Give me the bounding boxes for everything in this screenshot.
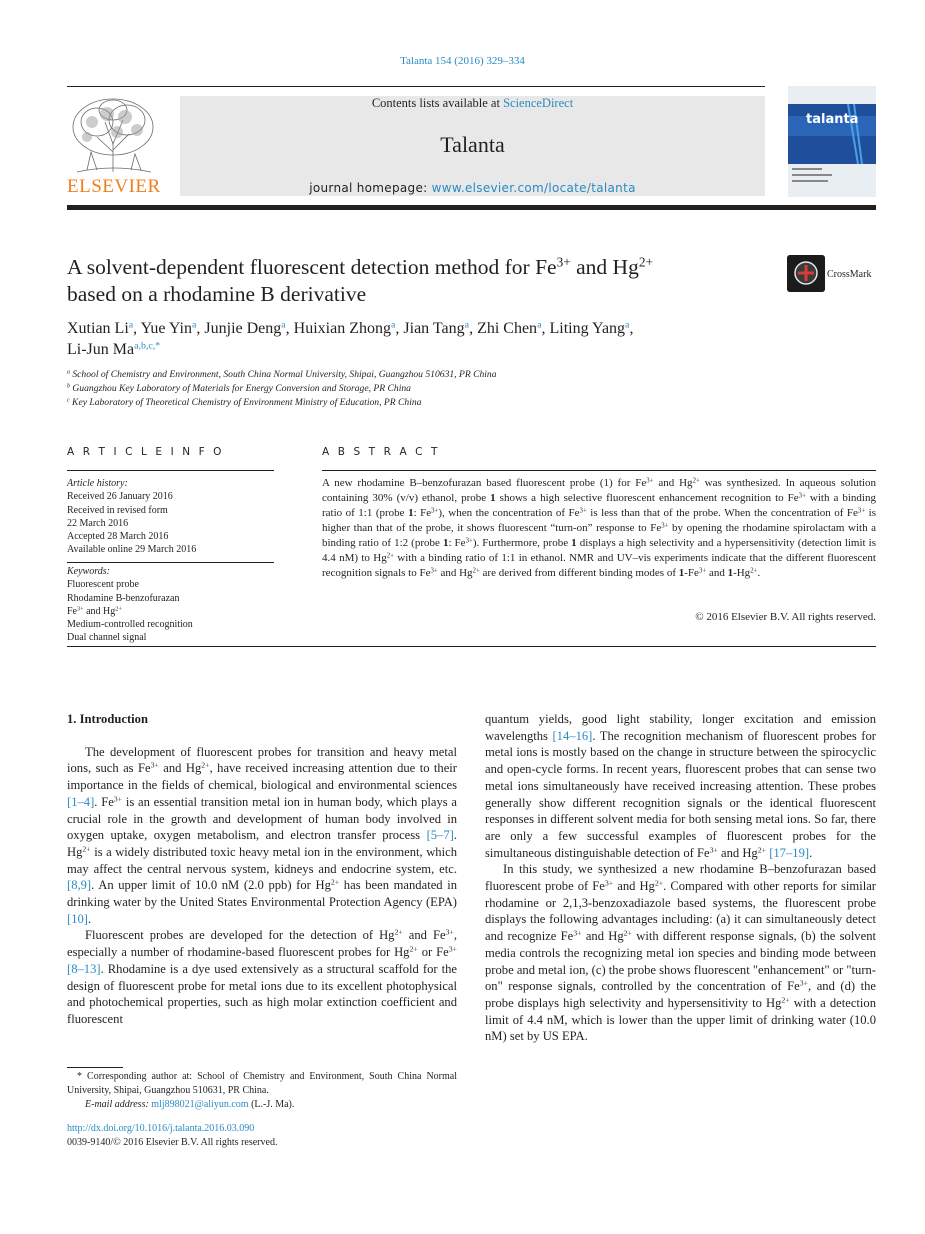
abstract-heading: A B S T R A C T — [322, 446, 441, 458]
keyword: Rhodamine B-benzofurazan — [67, 592, 180, 604]
paragraph: In this study, we synthesized a new rhodamine B–benzofurazan based fluorescent probe of $Fe^{3+}$ and $Hg^{2+}$. Compared with other reports for similar rhodamine or 2,1,3-benzoxadiazole based systems, the fluorescent probe displays the following advantages including: (a) it can simultaneously detect and recognize $Fe^{3+}$ and $Hg^{2+}$ with different response signals, (b) the solvent media controls the recognizing metal ion species and binding mode between probe and metal ion, (c) the probe shows fluorescent "enhancement" or "turn-on" response signals, controlled by the concentration of $Fe^{3+}$, and (d) the probe displays high selectivity and hypersensitivity to $Hg^{2+}$ with a detection limit of 4.4 nM, which is lower than the upper limit of drinking water (10.0 nM) set by US EPA. — [485, 862, 877, 1044]
paragraph: The development of fluorescent probes for transition and heavy metal ions, such as $Fe^{3+}$ and $Hg^{2+}$, have received increasing attention due to their importance in the fields of chemical, biological and environmental sciences [1–4]. $Fe^{3+}$ is an essential transition metal ion in human body, which plays a crucial role in the growth and development of human body involved in oxygen uptake, oxygen metabolism, and electron transfer process [5–7]. $Hg^{2+}$ is a widely distributed toxic heavy metal ion in the environment, which may affect the central nervous system, kidneys and endocrine system, etc. [8,9]. An upper limit of 10.0 nM (2.0 ppb) for $Hg^{2+}$ has been mandated in drinking water by the United States Environmental Protection Agency (EPA) [10]. — [67, 744, 458, 926]
keyword: Dual channel signal — [67, 632, 147, 644]
history-revised-date: 22 March 2016 — [67, 517, 129, 529]
journal-masthead — [180, 96, 765, 196]
author-list — [67, 318, 877, 360]
affiliation: $^c$ Key Laboratory of Theoretical Chemistry of Environment Ministry of Education, PR China — [67, 397, 422, 408]
contents-prefix: Contents lists available at — [371, 96, 504, 110]
title-part: based on a rhodamine B derivative — [67, 282, 367, 306]
journal-homepage-line — [180, 181, 765, 195]
history-online: Available online 29 March 2016 — [67, 544, 197, 556]
journal-cover-image — [788, 86, 876, 197]
title-part: A solvent-dependent fluorescent detection method for Fe — [67, 255, 557, 279]
homepage-prefix: journal homepage: — [309, 181, 432, 195]
email-link[interactable]: mlj898021@aliyun.com — [151, 1099, 249, 1110]
abstract-copyright: © 2016 Elsevier B.V. All rights reserved. — [695, 611, 876, 623]
author: Huixian Zhong$^a$, — [293, 319, 404, 337]
journal-name: Talanta — [440, 132, 505, 157]
body-column-right — [485, 711, 876, 1045]
front-matter-rule — [67, 646, 876, 647]
doi-link[interactable]: http://dx.doi.org/10.1016/j.talanta.2016.03.090 — [67, 1123, 255, 1134]
contents-available-line — [180, 96, 765, 110]
abstract-text: A new rhodamine B–benzofurazan based fluorescent probe (1) for $Fe^{3+}$ and $Hg^{2+}$ was synthesized. In aqueous solution containing 30% (v/v) ethanol, probe 1 shows a high selective fluorescent enhancement recognition to $Fe^{3+}$ with a binding ratio of 1:1 (probe 1: $Fe^{3+}$), when the concentration of $Fe^{3+}$ is less than that of the probe. When the concentration of $Fe^{3+}$ is higher than that of the probe, it shows fluorescent “turn-on” response to $Fe^{3+}$ by opening the rhodamine spirolactam with a binding ratio of 1:2 (probe 1: $Fe^{3+}$). Furthermore, probe 1 displays a high selectivity and a hypersensitivity (detection limit is 4.4 nM) to $Hg^{2+}$ with a binding ratio of 1:1 in ethanol. NMR and UV–vis experiments indicate that the different fluorescent recognition signals to $Fe^{3+}$ and $Hg^{2+}$ are derived from different binding modes of $1-Fe^{3+}$ and $1-Hg^{2+}$. — [322, 477, 877, 579]
paragraph: Fluorescent probes are developed for the detection of $Hg^{2+}$ and $Fe^{3+}$, especially a number of rhodamine-based fluorescent probes for $Hg^{2+}$ or $Fe^{3+}$ [8–13]. Rhodamine is a dye used extensively as a structural scaffold for the design of fluorescent probe for metal ions due to its excellent photophysical and photochemical properties, such as high molar extinction coefficient and fluorescent — [67, 928, 457, 1026]
abstract-rule — [322, 470, 876, 471]
header-rule — [67, 86, 765, 87]
author: Zhi Chen$^a$, — [477, 319, 550, 337]
author: Jian Tang$^a$, — [403, 319, 478, 337]
keyword: $Fe^{3+}$ and $Hg^{2+}$ — [67, 605, 122, 617]
doi-block — [67, 1122, 457, 1150]
history-revised: Received in revised form — [67, 504, 168, 516]
info-rule — [67, 470, 274, 471]
corresponding-author-footnote — [67, 1070, 457, 1112]
crossmark-icon[interactable] — [787, 255, 825, 292]
affiliation: $^b$ Guangzhou Key Laboratory of Materials for Energy Conversion and Storage, PR China — [67, 383, 411, 394]
title-superscript: 2+ — [638, 254, 654, 270]
elsevier-wordmark: ELSEVIER — [67, 176, 161, 197]
sciencedirect-link[interactable]: ScienceDirect — [503, 96, 574, 110]
introduction-heading: 1. Introduction — [67, 712, 148, 726]
journal-cover-art-icon — [788, 86, 876, 197]
footnote-rule — [67, 1067, 123, 1068]
journal-homepage-link[interactable]: www.elsevier.com/locate/talanta — [431, 181, 636, 195]
affiliation: $^a$ School of Chemistry and Environment, South China Normal University, Shipai, Guangzhou 510631, PR China — [67, 369, 497, 380]
cover-title: talanta — [806, 112, 859, 127]
affiliations — [67, 368, 877, 410]
keyword: Fluorescent probe — [67, 579, 139, 591]
article-title — [67, 254, 777, 308]
history-label: Article history: — [67, 478, 128, 489]
keyword: Medium-controlled recognition — [67, 619, 193, 631]
footnote-text: * Corresponding author at: School of Chemistry and Environment, South China Normal University, Shipai, Guangzhou 510631, PR China. — [67, 1071, 457, 1096]
author: Li-Jun $Ma^{a,b,c,*}$ — [67, 340, 161, 358]
history-accepted: Accepted 28 March 2016 — [67, 531, 169, 543]
info-rule-2 — [67, 562, 274, 563]
keywords — [67, 565, 274, 645]
body-column-left — [67, 711, 457, 1028]
paragraph: quantum yields, good light stability, longer excitation and emission wavelengths [14–16]. The recognition mechanism of fluorescent probes for metal ions is mostly based on the change in structure between the spirocyclic and open-cycle forms. In recent years, fluorescent probes that can sense two metal ions simultaneously have received increasing attention. These probes generally show different recognition signals or the identical fluorescent responses in different solvent media for both sensing metal ions. So far, there are only a few successful examples of fluorescent probes for the simultaneous distinguishable detection of $Fe^{3+}$ and $Hg^{2+}$ [17–19]. — [485, 712, 876, 860]
title-part: and Hg — [570, 255, 639, 279]
article-history — [67, 477, 274, 557]
header-thick-rule — [67, 205, 876, 210]
keywords-label: Keywords: — [67, 566, 110, 577]
email-suffix: (L.-J. Ma). — [248, 1099, 295, 1110]
history-received: Received 26 January 2016 — [67, 491, 173, 503]
author: Yue Yin$^a$, — [140, 319, 205, 337]
journal-reference[interactable]: Talanta 154 (2016) 329–334 — [400, 55, 525, 67]
email-label: E-mail address: — [85, 1099, 152, 1110]
issn-line: 0039-9140/© 2016 Elsevier B.V. All rights reserved. — [67, 1137, 278, 1148]
crossmark-label[interactable]: CrossMark — [827, 269, 872, 280]
title-superscript: 3+ — [556, 254, 571, 270]
author: Liting Yang$^a$, — [549, 319, 634, 337]
article-info-heading: A R T I C L E I N F O — [67, 446, 225, 458]
author: Xutian Li$^a$, — [67, 319, 141, 337]
author: Junjie Deng$^a$, — [204, 319, 294, 337]
